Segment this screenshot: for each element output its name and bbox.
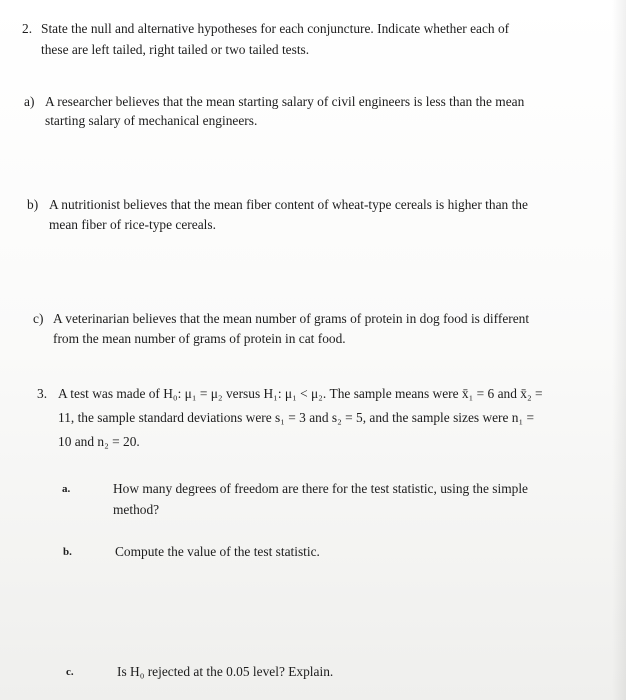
q2a-line1: A researcher believes that the mean starting salary of civil engineers is less than the mean [45,94,525,109]
q3b-label: b. [63,546,72,558]
q3a-line2: method? [113,502,160,517]
q3-prompt-line2: 11, the sample standard deviations were s₁ = 3 and s₂ = 5, and the sample sizes were n₁ = [58,410,535,425]
q2b-label: b) [27,197,39,212]
q3a-line1: How many degrees of freedom are there for the test statistic, using the simple [113,481,528,496]
q2-number: 2. [22,21,33,36]
q2c-label: c) [33,311,44,326]
q3c-label: c. [66,666,74,678]
q3b-line1: Compute the value of the test statistic. [115,544,320,559]
q3c-line1: Is H₀ rejected at the 0.05 level? Explain. [117,664,334,679]
q3a-label: a. [62,483,71,495]
q3-prompt-line3: 10 and n₂ = 20. [58,434,140,449]
q2c-line1: A veterinarian believes that the mean number of grams of protein in dog food is different [53,311,530,326]
q3-prompt-line1: A test was made of H₀: μ₁ = μ₂ versus H₁: μ₁ < μ₂. The sample means were x̄₁ = 6 and x̄₂ = [58,386,543,401]
q2b-line1: A nutritionist believes that the mean fiber content of wheat-type cereals is higher than the [49,197,528,212]
q2a-label: a) [24,94,35,109]
page-edge-shadow [612,0,626,700]
q2-prompt-line2: these are left tailed, right tailed or two tailed tests. [41,42,310,57]
q2-prompt-line1: State the null and alternative hypotheses for each conjuncture. Indicate whether each of [41,21,510,36]
q2c-line2: from the mean number of grams of protein in cat food. [53,331,346,346]
q2b-line2: mean fiber of rice-type cereals. [49,217,216,232]
q3-number: 3. [37,386,48,401]
q2a-line2: starting salary of mechanical engineers. [45,113,258,128]
